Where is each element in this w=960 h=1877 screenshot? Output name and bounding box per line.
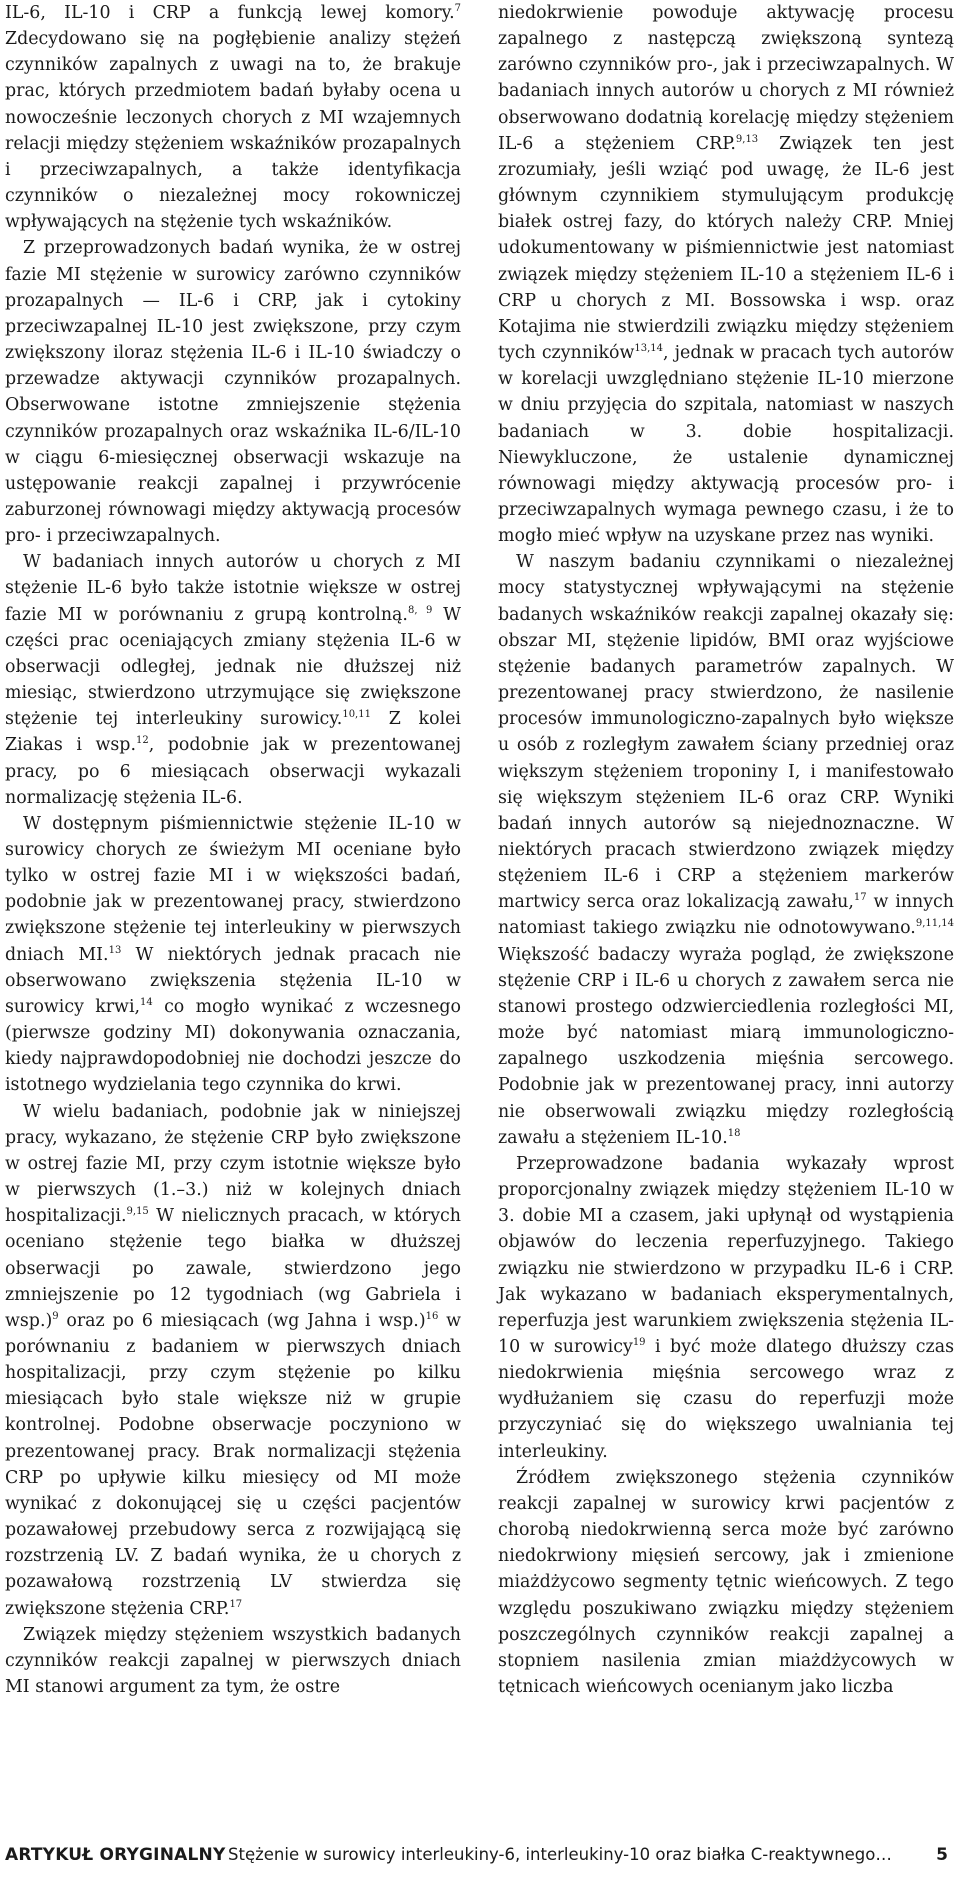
paragraph: Związek między stężeniem wszystkich badanych czynników reakcji zapalnej w pierwszych dniach MI stanowi argument za tym, że ostre [5,1624,461,1697]
citation-ref: 18 [727,1127,741,1139]
citation-ref: 9,15 [126,1206,149,1218]
right-column [498,0,954,1700]
page-number: 5 [936,1845,948,1865]
citation-ref: 10,11 [342,709,371,721]
paragraph: W badaniach innych autorów u chorych z MI stężenie IL-6 było także istotnie większe w ostrej fazie MI w porównaniu z grupą kontrolną.$^{8, 9}$ W części prac oceniających zmiany stężenia IL-6 w obserwacji odległej, jednak nie dłuższej niż miesiąc, stwierdzono utrzymujące się zwiększone stężenie tej interleukiny surowicy.$^{10,11}$ Z kolei Ziakas i wsp.$^{12}$, podobnie jak w prezentowanej pracy, po 6 miesiącach obserwacji wykazali normalizację stężenia IL-6. [5,552,461,808]
page-footer [0,1840,960,1870]
paragraph: W wielu badaniach, podobnie jak w niniejszej pracy, wykazano, że stężenie CRP było zwiększone w ostrej fazie MI, przy czym istotnie większe było w pierwszych (1.–3.) niż w kolejnych dniach hospitalizacji.$^{9,15}$ W nielicznych pracach, w których oceniano stężenie tego białka w dłuższej obserwacji po zawale, stwierdzono jego zmniejszenie po 12 tygodniach (wg Gabriela i wsp.)$^9$ oraz po 6 miesiącach (wg Jahna i wsp.)$^{16}$ w porównaniu z badaniem w pierwszych dniach hospitalizacji, przy czym stężenie po kilku miesiącach było stale większe niż w grupie kontrolnej. Podobne obserwacje poczyniono w prezentowanej pracy. Brak normalizacji stężenia CRP po upływie kilku miesięcy od MI może wynikać z dokonującej się u części pacjentów pozawałowej przebudowy serca z rozwijającą się rozstrzenią LV. Z badań wynika, że u chorych z pozawałową rozstrzenią LV stwierdza się zwiększone stężenia CRP.$^{17}$ [5,1101,461,1619]
citation-ref: 9 [52,1311,59,1323]
citation-ref: 9,11,14 [915,918,954,930]
paragraph: Źródłem zwiększonego stężenia czynników reakcji zapalnej w surowicy krwi pacjentów z chorobą niedokrwienną serca może być zarówno niedokrwiony mięsień sercowy, jak i zmienione miażdżycowo segmenty tętnic wieńcowych. Z tego względu poszukiwano związku między stężeniem poszczególnych czynników reakcji zapalnej a stopniem nasilenia zmian miażdżycowych w tętnicach wieńcowych ocenianym jako liczba [498,1467,954,1697]
paragraph: niedokrwienie powoduje aktywację procesu zapalnego z następczą zwiększoną syntezą zarówno czynników pro-, jak i przeciwzapalnych. W badaniach innych autorów u chorych z MI również obserwowano dodatnią korelację między stężeniem IL-6 a stężeniem CRP.$^{9,13}$ Związek ten jest zrozumiały, jeśli wziąć pod uwagę, że IL-6 jest głównym czynnikiem stymulującym produkcję białek ostrej fazy, do których należy CRP. Mniej udokumentowany w piśmiennictwie jest natomiast związek między stężeniem IL-10 a stężeniem IL-6 i CRP u chorych z MI. Bossowska i wsp. oraz Kotajima nie stwierdzili związku między stężeniem tych czynników$^{13,14}$, jednak w pracach tych autorów w korelacji uwzględniano stężenie IL-10 mierzone w dniu przyjęcia do szpitala, natomiast w naszych badaniach w 3. dobie hospitalizacji. Niewykluczone, że ustalenie dynamicznej równowagi między aktywacją procesów pro- i przeciwzapalnych wymaga pewnego czasu, i że to mogło mieć wpływ na uzyskane przez nas wyniki. [498,3,954,547]
citation-ref: 17 [229,1598,243,1610]
paragraph: Z przeprowadzonych badań wynika, że w ostrej fazie MI stężenie w surowicy zarówno czynników prozapalnych — IL-6 i CRP, jak i cytokiny przeciwzapalnej IL-10 jest zwiększone, przy czym zwiększony iloraz stężenia IL-6 i IL-10 świadczy o przewadze aktywacji czynników prozapalnych. Obserwowane istotne zmniejszenie stężenia czynników prozapalnych oraz wskaźnika IL-6/IL-10 w ciągu 6-miesięcznej obserwacji wskazuje na ustępowanie reakcji zapalnej i przywrócenie zaburzonej równowagi między aktywacją procesów pro- i przeciwzapalnych. [5,238,461,547]
citation-ref: 8, 9 [407,604,433,616]
paragraph: W dostępnym piśmiennictwie stężenie IL-10 w surowicy chorych ze świeżym MI oceniane było tylko w ostrej fazie MI i w większości badań, podobnie jak w prezentowanej pracy, stwierdzono zwiększone stężenie tej interleukiny w pierwszych dniach MI.$^{13}$ W niektórych jednak pracach nie obserwowano zwiększenia stężenia IL-10 w surowicy krwi,$^{14}$ co mogło wynikać z wczesnego (pierwsze godziny MI) dokonywania oznaczania, kiedy najprawdopodobniej nie dochodzi jeszcze do istotnego wydzielania tego czynnika do krwi. [5,813,462,1096]
left-column [5,0,461,1700]
running-title: Stężenie w surowicy interleukiny-6, interleukiny-10 oraz białka C-reaktywnego… [228,1845,892,1864]
citation-ref: 14 [140,997,153,1009]
paragraph: W naszym badaniu czynnikami o niezależnej mocy statystycznej wpływającymi na stężenie badanych wskaźników reakcji zapalnej okazały się: obszar MI, stężenie lipidów, BMI oraz wyjściowe stężenie badanych parametrów zapalnych. W prezentowanej pracy stwierdzono, że nasilenie procesów immunologiczno-zapalnych było większe u osób z rozległym zawałem ściany przedniej oraz większym stężeniem troponiny I, i manifestowało się większym stężeniem IL-6 oraz CRP. Wyniki badań innych autorów są niejednoznaczne. W niektórych pracach stwierdzono związek między stężeniem IL-6 i CRP a stężeniem markerów martwicy serca oraz lokalizacją zawału,$^{17}$ w innych natomiast takiego związku nie odnotowywano.$^{9,11,14}$ Większość badaczy wyraża pogląd, że zwiększone stężenie CRP i IL-6 u chorych z zawałem serca nie stanowi prostego odzwierciedlenia rozległości MI, może być natomiast miarą immunologiczno-zapalnego uszkodzenia mięśnia sercowego. Podobnie jak w prezentowanej pracy, inni autorzy nie obserwowali związku między rozległością zawału a stężeniem IL-10.18 [498,552,954,1148]
paragraph: IL-6, IL-10 i CRP a funkcją lewej komory.$^7$ Zdecydowano się na pogłębienie analizy stężeń czynników zapalnych z uwagi na to, że brakuje prac, których przedmiotem badań byłaby ocena u nowocześnie leczonych chorych z MI wzajemnych relacji między stężeniem wskaźników prozapalnych i przeciwzapalnych, a także identyfikacja czynników o niezależnej mocy rokowniczej wpływających na stężenie tych wskaźników. [5,3,461,233]
citation-ref: 9,13 [735,133,759,145]
citation-ref: 12 [135,735,149,747]
citation-ref: 13,14 [634,343,664,355]
section-tag: ARTYKUŁ ORYGINALNY [5,1845,226,1865]
citation-ref: 16 [425,1311,439,1323]
citation-ref: 17 [853,892,867,904]
citation-ref: 7 [454,3,461,15]
paragraph: Przeprowadzone badania wykazały wprost proporcjonalny związek między stężeniem IL-10 w 3. dobie MI a czasem, jaki upłynął od wystąpienia objawów do leczenia reperfuzyjnego. Takiego związku nie stwierdzono w przypadku IL-6 i CRP. Jak wykazano w badaniach eksperymentalnych, reperfuzja jest warunkiem zwiększenia stężenia IL-10 w surowicy$^{19}$ i być może dlatego dłuższy czas niedokrwienia mięśnia sercowego wraz z wydłużaniem się czasu do reperfuzji może przyczyniać się do większego uwalniania tej interleukiny. [498,1153,954,1462]
citation-ref: 13 [108,944,122,956]
citation-ref: 19 [632,1337,646,1349]
